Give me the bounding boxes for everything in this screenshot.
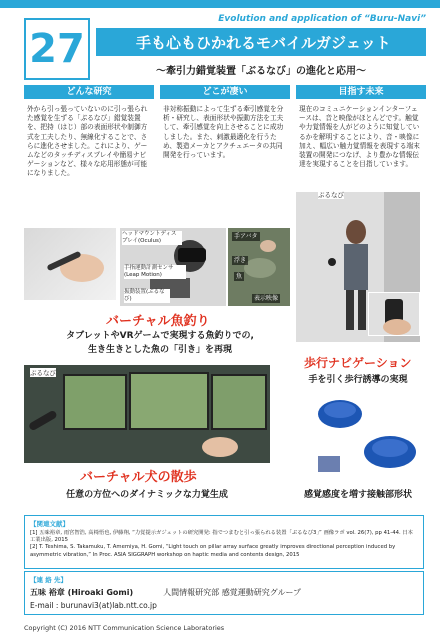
contact-devices-illustration	[300, 394, 424, 480]
dog-desc: 任意の方位へのダイナミックな力覚生成	[66, 490, 228, 500]
label-burunavi-walk: ぶるなび	[318, 191, 344, 199]
references-heading: 【関連文献】	[30, 520, 69, 528]
column-text: 現在のコミュニケーションインターフェースは、音と映像がほとんどです。触覚や力覚情報を人がどのように知覚しているかを解明することにより、音・映像に加え、幅広い触力覚情報を表現する端末装置の開発につなげ、より豊かな情報伝達を実現することを目指しています。	[299, 105, 420, 169]
dog-title: バーチャル犬の散歩	[80, 470, 197, 485]
subtitle: ～牽引力錯覚装置「ぶるなび」の進化と応用～	[156, 66, 366, 77]
copyright: Copyright (C) 2016 NTT Communication Science Laboratories	[24, 624, 225, 632]
column-research	[24, 85, 154, 179]
label-hand-avatar: 手アバタ	[234, 233, 258, 240]
column-text: 非対称振動によって生ずる牽引感覚を分析・研究し、表面形状や振動方法を工夫して、牽引感覚を向上させることに成功しました。また、刺激最適化を行うため、製造メーカとアクチュエータの共同開発を行っています。	[163, 105, 284, 160]
reference-1: [1] 五味裕章, 雨宮智浩, 高椅悟也, 伊藤翔, “力覚提示ガジェットの研究開発: 指でつまむと引っ張られる装置「ぶるなび3」” 画像ラボ vol. 26(7), pp 41-44. 日本工業出版, 2015	[30, 530, 413, 544]
series-title: Evolution and application of “Buru-Navi”	[218, 14, 426, 24]
contact-group: 人間情報研究部 感覚運動研究グループ	[163, 588, 302, 597]
hand-device-illustration	[24, 228, 116, 300]
column-heading: どんな研究	[24, 85, 154, 99]
walk-title: 歩行ナビゲーション	[304, 356, 412, 370]
fishing-title: バーチャル魚釣り	[106, 314, 210, 329]
contact-box	[24, 571, 424, 615]
references-box	[24, 515, 424, 569]
fishing-desc-2: 生き生きとした魚の「引き」を再現	[87, 345, 232, 355]
contact-desc: 感覚感度を増す接触部形状	[303, 490, 412, 500]
contact-email: E-mail : burunavi3(at)lab.ntt.co.jp	[30, 601, 157, 610]
label-vib: 振動装置(ぶるなび)	[124, 289, 170, 303]
main-title: 手も心もひかれるモバイルガジェット	[96, 28, 426, 56]
contact-heading: 【連 絡 先】	[30, 576, 68, 584]
column-heading: どこが凄い	[160, 85, 290, 99]
column-future	[296, 85, 426, 169]
column-strength	[160, 85, 290, 160]
phone-hand-illustration	[369, 293, 420, 336]
label-float: 浮き	[234, 257, 247, 264]
poster-number: 27	[24, 18, 90, 80]
label-display: 表示映像	[254, 295, 279, 302]
column-heading: 目指す未来	[296, 85, 426, 99]
label-burunavi-dog: ぶるなび	[30, 369, 56, 377]
photo-phone-hand	[368, 292, 420, 336]
fishing-desc-1: タブレットやVRゲームで実現する魚釣りでの,	[66, 331, 254, 341]
contact-name: 五味 裕章 (Hiroaki Gomi)	[30, 588, 134, 597]
reference-2: [2] T. Teshima, S. Takamuku, T. Amemiya, H. Gomi, “Light touch on pillar array surface greatly improves directional perception induced by asymmetric vibration,” In Proc. ASIA SIGGRAPH workshop on haptic media and contents design, 2015	[30, 544, 396, 558]
label-fish: 魚	[236, 273, 243, 280]
dog-walk-illustration	[24, 365, 270, 463]
label-hmd: ヘッドマウントディスプレイ(Oculus)	[122, 231, 182, 245]
label-leap: 手指運動計測センサ(Leap Motion)	[124, 265, 186, 279]
walk-desc: 手を引く歩行誘導の実現	[308, 375, 408, 385]
top-accent-bar	[0, 0, 440, 8]
photo-hand-device	[24, 228, 116, 300]
column-text: 外から引っ張っていないのに引っ張られた感覚を生ずる「ぶるなび」錯覚装置を、把持（はじ）部の表面形状や制御方式を工夫したり、無線化することで、さらに進化させました。これにより、ゲームなどのタッチディスプレイや簡易ナビゲーションなど、様々な応用形態が可能になりました。	[27, 105, 148, 178]
photo-contact-devices	[300, 394, 424, 480]
photo-dog-walk	[24, 365, 270, 463]
